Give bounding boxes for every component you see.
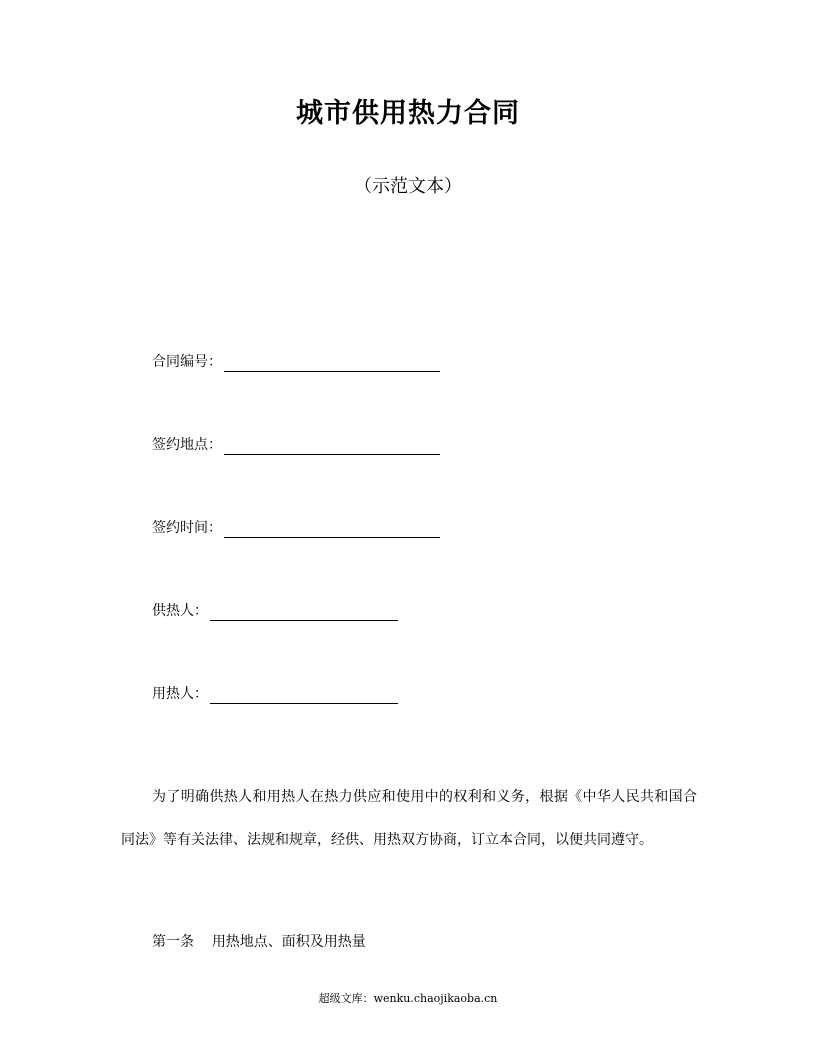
document-subtitle: （示范文本） [354, 176, 462, 197]
contract-number-field [152, 352, 440, 372]
signing-time-field [152, 518, 440, 538]
signing-place-blank [224, 438, 440, 455]
document-title: 城市供用热力合同 [296, 98, 520, 129]
contract-number-blank [224, 355, 440, 372]
heat-supplier-label: 供热人： [152, 603, 208, 619]
heat-supplier-blank [210, 604, 398, 621]
signing-time-label: 签约时间： [152, 520, 222, 536]
article-1-title: 用热地点、面积及用热量 [211, 934, 366, 950]
heat-user-field [152, 684, 398, 704]
signing-time-blank [224, 521, 440, 538]
signing-place-field [152, 435, 440, 455]
contract-number-label: 合同编号： [152, 354, 222, 370]
heat-user-blank [210, 687, 398, 704]
article-1-number: 第一条 [152, 934, 194, 950]
article-1-heading [152, 931, 366, 953]
page-footer: 超级文库：wenku.chaojikaoba.cn [318, 992, 498, 1005]
heat-supplier-field [152, 601, 398, 621]
signing-place-label: 签约地点： [152, 437, 222, 453]
heat-user-label: 用热人： [152, 686, 208, 702]
intro-paragraph: 为了明确供热人和用热人在热力供应和使用中的权利和义务，根据《中华人民共和国合同法》等有关法律、法规和规章，经供、用热双方协商，订立本合同，以便共同遵守。 [121, 789, 697, 848]
